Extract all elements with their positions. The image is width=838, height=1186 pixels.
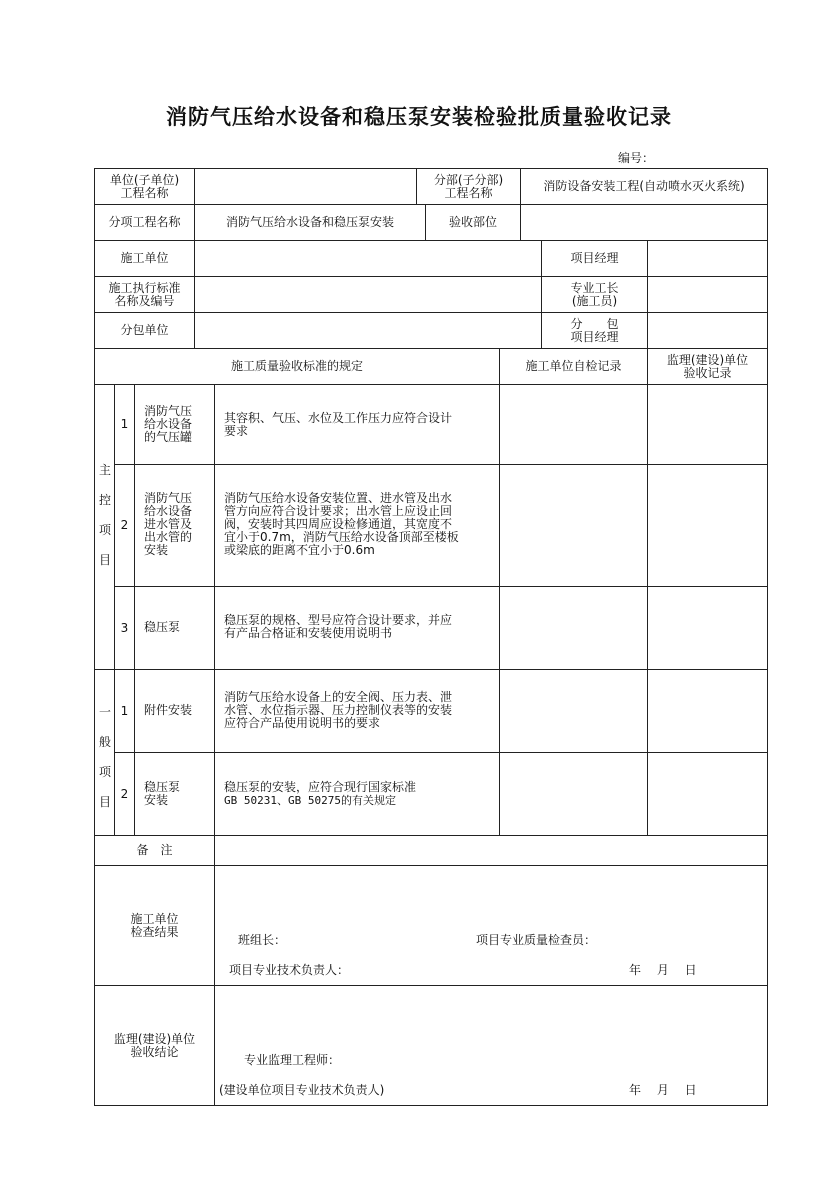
foreman-label — [542, 277, 647, 312]
spec-column-header: 施工质量验收标准的规定 — [230, 359, 363, 373]
acceptance-part-value[interactable] — [521, 205, 767, 240]
item-name-line: 安装 — [144, 793, 169, 807]
construction-unit-label: 施工单位 — [120, 251, 169, 265]
item-number: 2 — [120, 786, 129, 801]
item-description — [224, 492, 498, 557]
acceptance-conclusion-label — [95, 986, 214, 1105]
foreman-label-l2: (施工员) — [571, 293, 618, 308]
item-name-label: 分项工程名称 — [108, 215, 181, 229]
code-label: 编号： — [618, 151, 655, 165]
item-description-line: 消防气压给水设备安装位置、进水管及出水 — [224, 491, 453, 505]
item-description — [224, 614, 496, 640]
check-result-label-l2: 检查结果 — [130, 924, 179, 939]
item-name-line: 附件安装 — [144, 703, 193, 717]
subcontractor-value[interactable] — [195, 313, 541, 348]
item-description-line: 或梁底的距离不宜小于0.6m — [224, 543, 375, 557]
supervisor-column-header-l2: 验收记录 — [683, 365, 732, 380]
item-description — [224, 691, 498, 730]
acceptance-part-label: 验收部位 — [448, 215, 497, 229]
group-char: 目 — [98, 553, 111, 567]
item-description-line: 水管、水位指示器、压力控制仪表等的安装 — [224, 703, 453, 717]
construction-unit-value[interactable] — [195, 241, 541, 276]
team-leader-label: 班组长： — [238, 933, 287, 947]
item-description — [224, 412, 496, 438]
subsection-label-l2: 工程名称 — [444, 185, 493, 200]
standard-label — [95, 277, 194, 312]
item-description-line: 要求 — [224, 424, 249, 438]
foreman-value[interactable] — [648, 277, 767, 312]
page-title: 消防气压给水设备和稳压泵安装检验批质量验收记录 — [166, 105, 672, 129]
subsection-label — [417, 169, 520, 204]
item-description-line: 稳压泵的安装，应符合现行国家标准 — [224, 780, 417, 794]
project-manager-value[interactable] — [648, 241, 767, 276]
item-description-line: 阀，安装时其四周应设检修通道，其宽度不 — [224, 517, 453, 531]
group-char: 项 — [98, 765, 111, 779]
item-number: 3 — [120, 620, 129, 635]
standard-value[interactable] — [195, 277, 541, 312]
item-name — [144, 704, 212, 717]
item-description-line: 应符合产品使用说明书的要求 — [224, 716, 381, 730]
unit-name-value[interactable] — [195, 169, 416, 204]
owner-tech-lead-label: (建设单位项目专业技术负责人) — [219, 1083, 385, 1097]
item-number: 1 — [120, 417, 129, 431]
acceptance-conclusion-label-l2: 验收结论 — [130, 1044, 179, 1059]
item-name-line: 给水设备 — [144, 504, 193, 518]
item-name-line: 进水管及 — [144, 517, 193, 531]
subcontract-pm-value[interactable] — [648, 313, 767, 348]
item-name — [144, 405, 212, 444]
standard-label-l1: 施工执行标准 — [108, 280, 181, 295]
acceptance-date: 年 月 日 — [629, 1083, 697, 1097]
subsection-value: 消防设备安装工程(自动喷水灭火系统) — [543, 179, 745, 193]
item-name — [144, 492, 212, 557]
main-control-group-label — [95, 455, 114, 575]
item-description-line: 其容积、气压、水位及工作压力应符合设计 — [224, 411, 453, 425]
subcontract-pm-label-l1: 分 包 — [570, 316, 619, 331]
unit-name-label-l2: 工程名称 — [120, 185, 169, 200]
self-check-column-header: 施工单位自检记录 — [525, 359, 622, 373]
group-char: 主 — [98, 463, 111, 477]
foreman-label-l1: 专业工长 — [570, 280, 619, 295]
item-number: 2 — [120, 518, 129, 532]
check-result-label — [95, 866, 214, 985]
item-name — [144, 781, 212, 807]
item-name-value: 消防气压给水设备和稳压泵安装 — [225, 215, 394, 229]
item-description-line: 管方向应符合设计要求；出水管上应设止回 — [224, 504, 453, 518]
subsection-label-l1: 分部(子分部) — [433, 172, 504, 187]
group-char: 一 — [98, 705, 111, 719]
supervising-engineer-label: 专业监理工程师： — [244, 1053, 341, 1067]
supervisor-column-header — [648, 349, 767, 384]
unit-name-label-l1: 单位(子单位) — [109, 172, 180, 187]
item-name-line: 消防气压 — [144, 491, 193, 505]
check-result-label-l1: 施工单位 — [130, 911, 179, 926]
remark-label: 备 注 — [136, 843, 173, 857]
item-description-line: 有产品合格证和安装使用说明书 — [224, 626, 393, 640]
item-name-line: 的气压罐 — [144, 430, 193, 444]
subcontract-pm-label-l2: 项目经理 — [570, 329, 619, 344]
subcontract-pm-label — [542, 313, 647, 348]
group-char: 目 — [98, 795, 111, 809]
item-name — [144, 621, 212, 634]
standard-label-l2: 名称及编号 — [114, 293, 175, 308]
quality-inspector-label: 项目专业质量检查员： — [476, 933, 597, 947]
item-name-line: 出水管的 — [144, 530, 193, 544]
project-manager-label: 项目经理 — [570, 251, 619, 265]
group-char: 项 — [98, 523, 111, 537]
item-name-line: 消防气压 — [144, 404, 193, 418]
item-description — [224, 781, 496, 807]
item-name-line: 稳压泵 — [144, 780, 181, 794]
item-description-line: 消防气压给水设备上的安全阀、压力表、泄 — [224, 690, 453, 704]
supervisor-column-header-l1: 监理(建设)单位 — [666, 352, 749, 367]
group-char: 般 — [98, 735, 111, 749]
unit-name-label — [95, 169, 194, 204]
item-description-line: 稳压泵的规格、型号应符合设计要求，并应 — [224, 613, 453, 627]
item-description-line: GB 50231、GB 50275的有关规定 — [224, 794, 396, 807]
subcontractor-label: 分包单位 — [120, 323, 169, 337]
acceptance-conclusion-label-l1: 监理(建设)单位 — [113, 1031, 196, 1046]
remark-value[interactable] — [215, 836, 767, 865]
check-date: 年 月 日 — [629, 963, 697, 977]
item-number: 1 — [120, 703, 129, 718]
general-group-label — [95, 697, 114, 817]
group-char: 控 — [98, 493, 111, 507]
item-name-line: 给水设备 — [144, 417, 193, 431]
item-description-line: 宜小于0.7m，消防气压给水设备顶部至楼板 — [224, 530, 459, 544]
technical-lead-label: 项目专业技术负责人： — [229, 963, 350, 977]
item-name-line: 安装 — [144, 543, 169, 557]
item-name-line: 稳压泵 — [144, 620, 181, 634]
